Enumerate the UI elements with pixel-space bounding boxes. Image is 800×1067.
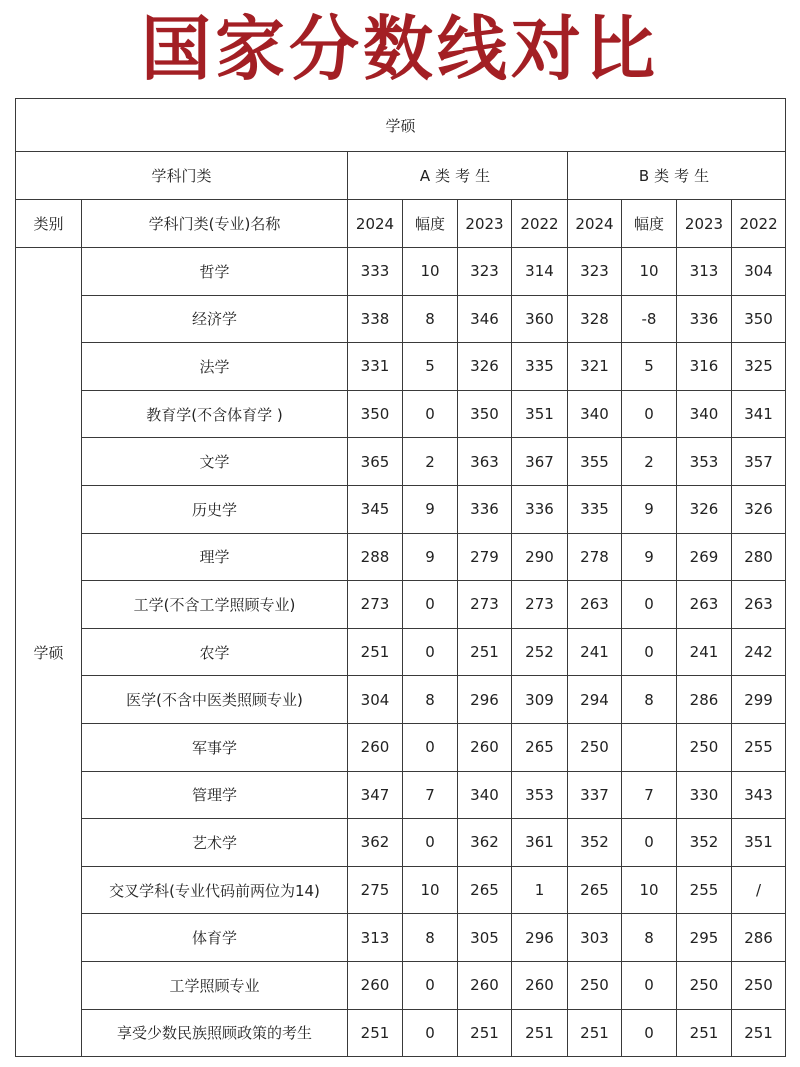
b-2023-header: 2023 bbox=[677, 200, 732, 248]
a-change-header: 幅度 bbox=[403, 200, 458, 248]
b-2022-cell: 351 bbox=[732, 819, 786, 867]
a-2024-cell: 333 bbox=[348, 248, 403, 296]
a-2022-cell: 351 bbox=[512, 390, 568, 438]
b-change-cell: 0 bbox=[622, 581, 677, 629]
a-2022-cell: 290 bbox=[512, 533, 568, 581]
b-2024-cell: 340 bbox=[568, 390, 622, 438]
b-2024-cell: 278 bbox=[568, 533, 622, 581]
b-2024-cell: 303 bbox=[568, 914, 622, 962]
b-2023-cell: 340 bbox=[677, 390, 732, 438]
b-2023-cell: 295 bbox=[677, 914, 732, 962]
table-row bbox=[16, 628, 786, 676]
b-2022-cell: 343 bbox=[732, 771, 786, 819]
subject-category-header: 学科门类 bbox=[16, 152, 348, 200]
b-2023-cell: 286 bbox=[677, 676, 732, 724]
b-change-cell bbox=[622, 723, 677, 771]
a-change-cell: 0 bbox=[403, 1009, 458, 1057]
b-2022-cell: 325 bbox=[732, 343, 786, 391]
a-2022-cell: 309 bbox=[512, 676, 568, 724]
b-change-cell: 0 bbox=[622, 628, 677, 676]
b-2022-cell: 255 bbox=[732, 723, 786, 771]
table-row bbox=[16, 485, 786, 533]
a-change-cell: 10 bbox=[403, 866, 458, 914]
b-2023-cell: 313 bbox=[677, 248, 732, 296]
a-2024-cell: 251 bbox=[348, 1009, 403, 1057]
b-2023-cell: 251 bbox=[677, 1009, 732, 1057]
a-2022-cell: 1 bbox=[512, 866, 568, 914]
b-change-cell: 0 bbox=[622, 961, 677, 1009]
b-2024-header: 2024 bbox=[568, 200, 622, 248]
a-2023-cell: 251 bbox=[458, 1009, 512, 1057]
table-row bbox=[16, 866, 786, 914]
b-2023-cell: 263 bbox=[677, 581, 732, 629]
a-2023-cell: 340 bbox=[458, 771, 512, 819]
b-change-cell: 5 bbox=[622, 343, 677, 391]
b-2023-cell: 353 bbox=[677, 438, 732, 486]
b-change-cell: 0 bbox=[622, 390, 677, 438]
a-2022-cell: 265 bbox=[512, 723, 568, 771]
a-2022-cell: 251 bbox=[512, 1009, 568, 1057]
a-2023-cell: 260 bbox=[458, 723, 512, 771]
table-row bbox=[16, 723, 786, 771]
a-2022-cell: 273 bbox=[512, 581, 568, 629]
a-change-cell: 9 bbox=[403, 485, 458, 533]
b-change-cell: 10 bbox=[622, 866, 677, 914]
b-change-cell: 2 bbox=[622, 438, 677, 486]
table-row bbox=[16, 676, 786, 724]
b-2022-cell: 357 bbox=[732, 438, 786, 486]
section-title: 学硕 bbox=[16, 99, 786, 152]
a-2023-cell: 326 bbox=[458, 343, 512, 391]
a-change-cell: 0 bbox=[403, 390, 458, 438]
subject-name-cell: 军事学 bbox=[82, 723, 348, 771]
b-change-cell: 9 bbox=[622, 485, 677, 533]
a-change-cell: 8 bbox=[403, 676, 458, 724]
subject-name-cell: 经济学 bbox=[82, 295, 348, 343]
a-2024-cell: 273 bbox=[348, 581, 403, 629]
a-2022-cell: 353 bbox=[512, 771, 568, 819]
a-2024-cell: 350 bbox=[348, 390, 403, 438]
subject-name-cell: 享受少数民族照顾政策的考生 bbox=[82, 1009, 348, 1057]
table-row bbox=[16, 533, 786, 581]
a-2024-header: 2024 bbox=[348, 200, 403, 248]
subject-name-cell: 农学 bbox=[82, 628, 348, 676]
category-cell: 学硕 bbox=[16, 248, 82, 1057]
a-2023-cell: 362 bbox=[458, 819, 512, 867]
table-row bbox=[16, 961, 786, 1009]
a-2023-cell: 251 bbox=[458, 628, 512, 676]
a-change-cell: 0 bbox=[403, 581, 458, 629]
b-2022-cell: 251 bbox=[732, 1009, 786, 1057]
group-a-header: A类考生 bbox=[348, 152, 568, 200]
b-2024-cell: 355 bbox=[568, 438, 622, 486]
b-2024-cell: 337 bbox=[568, 771, 622, 819]
a-2024-cell: 362 bbox=[348, 819, 403, 867]
b-change-cell: 0 bbox=[622, 819, 677, 867]
a-2024-cell: 338 bbox=[348, 295, 403, 343]
a-2023-header: 2023 bbox=[458, 200, 512, 248]
a-2023-cell: 265 bbox=[458, 866, 512, 914]
b-2023-cell: 250 bbox=[677, 723, 732, 771]
b-2022-cell: 304 bbox=[732, 248, 786, 296]
b-2024-cell: 352 bbox=[568, 819, 622, 867]
b-2022-cell: 350 bbox=[732, 295, 786, 343]
a-2024-cell: 304 bbox=[348, 676, 403, 724]
b-change-header: 幅度 bbox=[622, 200, 677, 248]
a-2022-cell: 367 bbox=[512, 438, 568, 486]
a-2023-cell: 296 bbox=[458, 676, 512, 724]
b-2024-cell: 328 bbox=[568, 295, 622, 343]
b-2022-cell: 263 bbox=[732, 581, 786, 629]
a-2022-cell: 335 bbox=[512, 343, 568, 391]
a-2024-cell: 288 bbox=[348, 533, 403, 581]
b-2023-cell: 241 bbox=[677, 628, 732, 676]
a-2024-cell: 347 bbox=[348, 771, 403, 819]
subject-name-cell: 工学(不含工学照顾专业) bbox=[82, 581, 348, 629]
b-2023-cell: 316 bbox=[677, 343, 732, 391]
b-2022-cell: 341 bbox=[732, 390, 786, 438]
subject-name-cell: 哲学 bbox=[82, 248, 348, 296]
a-2024-cell: 313 bbox=[348, 914, 403, 962]
table-row bbox=[16, 248, 786, 296]
section-title-row bbox=[16, 99, 786, 152]
a-change-cell: 0 bbox=[403, 628, 458, 676]
a-change-cell: 0 bbox=[403, 819, 458, 867]
b-2024-cell: 294 bbox=[568, 676, 622, 724]
a-2023-cell: 273 bbox=[458, 581, 512, 629]
b-change-cell: 7 bbox=[622, 771, 677, 819]
table-row bbox=[16, 819, 786, 867]
a-2022-cell: 336 bbox=[512, 485, 568, 533]
a-change-cell: 7 bbox=[403, 771, 458, 819]
a-2024-cell: 365 bbox=[348, 438, 403, 486]
b-2023-cell: 255 bbox=[677, 866, 732, 914]
table-row bbox=[16, 438, 786, 486]
b-2024-cell: 250 bbox=[568, 723, 622, 771]
b-change-cell: 9 bbox=[622, 533, 677, 581]
b-2023-cell: 336 bbox=[677, 295, 732, 343]
a-2024-cell: 260 bbox=[348, 723, 403, 771]
b-change-cell: 8 bbox=[622, 676, 677, 724]
table-row bbox=[16, 771, 786, 819]
table-row bbox=[16, 914, 786, 962]
b-2023-cell: 330 bbox=[677, 771, 732, 819]
a-change-cell: 8 bbox=[403, 914, 458, 962]
a-2023-cell: 279 bbox=[458, 533, 512, 581]
group-b-header: B类考生 bbox=[568, 152, 786, 200]
name-column-header: 学科门类(专业)名称 bbox=[82, 200, 348, 248]
b-2024-cell: 335 bbox=[568, 485, 622, 533]
b-2023-cell: 269 bbox=[677, 533, 732, 581]
a-2023-cell: 363 bbox=[458, 438, 512, 486]
score-table bbox=[15, 98, 786, 1057]
b-2024-cell: 323 bbox=[568, 248, 622, 296]
a-2022-cell: 360 bbox=[512, 295, 568, 343]
table-row bbox=[16, 1009, 786, 1057]
table-row bbox=[16, 581, 786, 629]
b-2022-header: 2022 bbox=[732, 200, 786, 248]
a-2022-header: 2022 bbox=[512, 200, 568, 248]
a-change-cell: 10 bbox=[403, 248, 458, 296]
b-2023-cell: 326 bbox=[677, 485, 732, 533]
b-2023-cell: 352 bbox=[677, 819, 732, 867]
b-2024-cell: 263 bbox=[568, 581, 622, 629]
group-header-row bbox=[16, 152, 786, 200]
subject-name-cell: 文学 bbox=[82, 438, 348, 486]
a-2023-cell: 323 bbox=[458, 248, 512, 296]
a-2023-cell: 260 bbox=[458, 961, 512, 1009]
a-2023-cell: 305 bbox=[458, 914, 512, 962]
a-2024-cell: 345 bbox=[348, 485, 403, 533]
a-2023-cell: 336 bbox=[458, 485, 512, 533]
b-2022-cell: 250 bbox=[732, 961, 786, 1009]
a-change-cell: 9 bbox=[403, 533, 458, 581]
a-change-cell: 0 bbox=[403, 723, 458, 771]
subject-name-cell: 体育学 bbox=[82, 914, 348, 962]
category-column-header: 类别 bbox=[16, 200, 82, 248]
b-2023-cell: 250 bbox=[677, 961, 732, 1009]
subject-name-cell: 教育学(不含体育学 ) bbox=[82, 390, 348, 438]
a-2022-cell: 314 bbox=[512, 248, 568, 296]
a-change-cell: 8 bbox=[403, 295, 458, 343]
a-2024-cell: 251 bbox=[348, 628, 403, 676]
b-2022-cell: 286 bbox=[732, 914, 786, 962]
subject-name-cell: 医学(不含中医类照顾专业) bbox=[82, 676, 348, 724]
subject-name-cell: 工学照顾专业 bbox=[82, 961, 348, 1009]
a-2024-cell: 260 bbox=[348, 961, 403, 1009]
b-change-cell: 8 bbox=[622, 914, 677, 962]
subject-name-cell: 管理学 bbox=[82, 771, 348, 819]
subject-name-cell: 历史学 bbox=[82, 485, 348, 533]
table-row bbox=[16, 390, 786, 438]
table-row bbox=[16, 295, 786, 343]
b-2022-cell: 242 bbox=[732, 628, 786, 676]
a-2022-cell: 296 bbox=[512, 914, 568, 962]
a-2024-cell: 331 bbox=[348, 343, 403, 391]
b-2024-cell: 250 bbox=[568, 961, 622, 1009]
a-change-cell: 2 bbox=[403, 438, 458, 486]
b-2024-cell: 321 bbox=[568, 343, 622, 391]
a-2022-cell: 260 bbox=[512, 961, 568, 1009]
subject-name-cell: 艺术学 bbox=[82, 819, 348, 867]
a-change-cell: 5 bbox=[403, 343, 458, 391]
subject-name-cell: 理学 bbox=[82, 533, 348, 581]
b-change-cell: -8 bbox=[622, 295, 677, 343]
a-2022-cell: 252 bbox=[512, 628, 568, 676]
subject-name-cell: 法学 bbox=[82, 343, 348, 391]
a-2023-cell: 346 bbox=[458, 295, 512, 343]
subject-name-cell: 交叉学科(专业代码前两位为14) bbox=[82, 866, 348, 914]
b-change-cell: 0 bbox=[622, 1009, 677, 1057]
table-row bbox=[16, 343, 786, 391]
a-change-cell: 0 bbox=[403, 961, 458, 1009]
b-2024-cell: 251 bbox=[568, 1009, 622, 1057]
a-2022-cell: 361 bbox=[512, 819, 568, 867]
b-2024-cell: 241 bbox=[568, 628, 622, 676]
a-2024-cell: 275 bbox=[348, 866, 403, 914]
b-2022-cell: 326 bbox=[732, 485, 786, 533]
b-change-cell: 10 bbox=[622, 248, 677, 296]
b-2022-cell: 280 bbox=[732, 533, 786, 581]
column-header-row bbox=[16, 200, 786, 248]
b-2022-cell: / bbox=[732, 866, 786, 914]
b-2024-cell: 265 bbox=[568, 866, 622, 914]
a-2023-cell: 350 bbox=[458, 390, 512, 438]
b-2022-cell: 299 bbox=[732, 676, 786, 724]
page-title: 国家分数线对比 bbox=[141, 8, 659, 90]
